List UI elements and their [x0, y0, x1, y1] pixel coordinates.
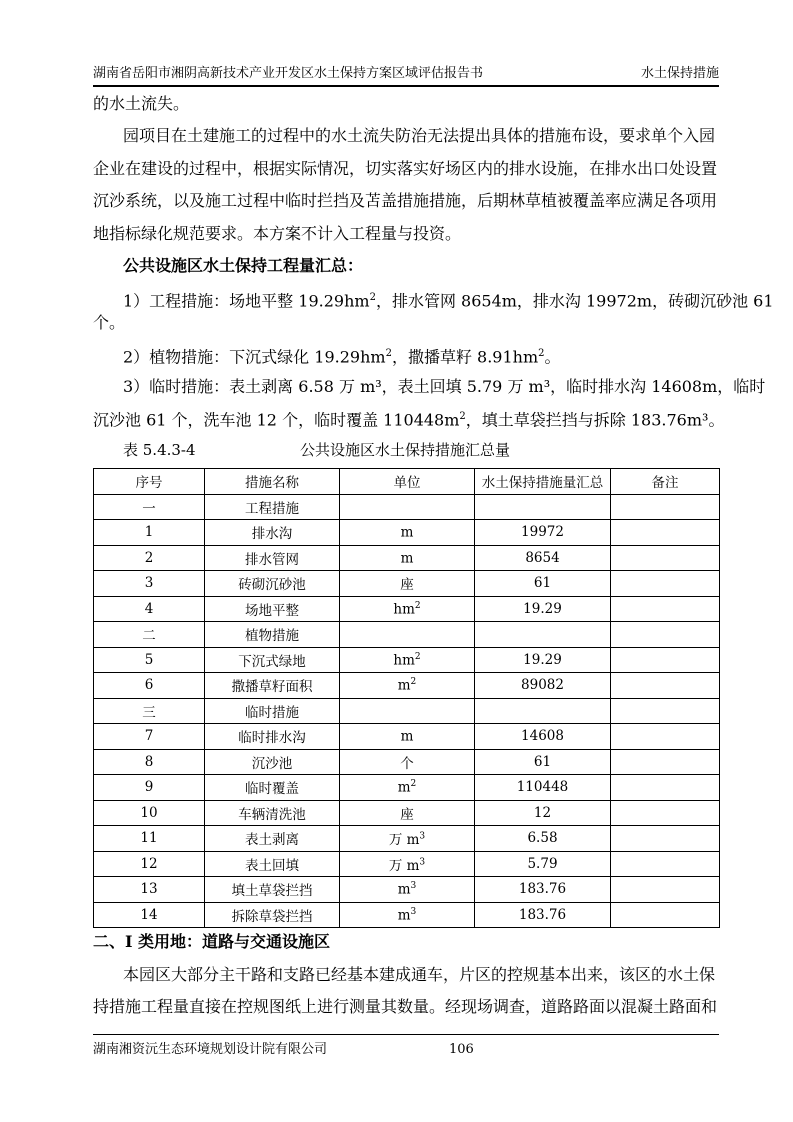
body-line: 企业在建设的过程中，根据实际情况，切实落实好场区内的排水设施，在排水出口处设置 [93, 159, 718, 178]
table-row [94, 800, 720, 826]
section-heading: 二、I 类用地：道路与交通设施区 [93, 932, 331, 951]
page-number: 106 [449, 1042, 474, 1057]
table-row [94, 647, 720, 673]
cell-qty: 19.29 [475, 596, 611, 622]
cell-no: 一 [94, 494, 205, 520]
cell-unit: 座 [340, 571, 475, 597]
table-body [94, 494, 720, 928]
summary-heading: 公共设施区水土保持工程量汇总： [123, 256, 364, 275]
cell-unit: m [340, 545, 475, 571]
cell-unit: 个 [340, 749, 475, 775]
cell-qty [475, 494, 611, 520]
cell-no: 4 [94, 596, 205, 622]
cell-note [611, 520, 720, 546]
table-row [94, 520, 720, 546]
header-title: 湖南省岳阳市湘阴高新技术产业开发区水土保持方案区域评估报告书 [93, 66, 484, 81]
cell-name: 临时排水沟 [205, 724, 340, 750]
table-row [94, 851, 720, 877]
cell-qty: 12 [475, 800, 611, 826]
cell-name: 表土剥离 [205, 826, 340, 852]
cell-name: 排水沟 [205, 520, 340, 546]
table-caption-title: 公共设施区水土保持措施汇总量 [300, 441, 511, 459]
cell-no: 9 [94, 775, 205, 801]
cell-no: 3 [94, 571, 205, 597]
cell-unit: 万 $m^3$ [340, 851, 475, 877]
cell-note [611, 851, 720, 877]
cell-note [611, 826, 720, 852]
table-header-row [94, 469, 720, 495]
cell-note [611, 545, 720, 571]
col-header-unit: 单位 [340, 469, 475, 495]
cell-no: 12 [94, 851, 205, 877]
cell-qty: 19972 [475, 520, 611, 546]
cell-unit: $m^3$ [340, 877, 475, 903]
cell-unit: m [340, 724, 475, 750]
table-row [94, 749, 720, 775]
cell-qty: 183.76 [475, 902, 611, 928]
cell-no: 11 [94, 826, 205, 852]
cell-unit [340, 494, 475, 520]
cell-name: 砖砌沉砂池 [205, 571, 340, 597]
cell-note [611, 596, 720, 622]
cell-note [611, 749, 720, 775]
table-row [94, 724, 720, 750]
cell-note [611, 724, 720, 750]
table-row [94, 494, 720, 520]
cell-name: 排水管网 [205, 545, 340, 571]
cell-name: 撒播草籽面积 [205, 673, 340, 699]
cell-note [611, 902, 720, 928]
body-line: 的水土流失。 [93, 94, 190, 113]
cell-unit: $m^2$ [340, 673, 475, 699]
cell-unit: m [340, 520, 475, 546]
cell-name: 拆除草袋拦挡 [205, 902, 340, 928]
cell-no: 13 [94, 877, 205, 903]
cell-no: 14 [94, 902, 205, 928]
cell-no: 7 [94, 724, 205, 750]
table-row [94, 902, 720, 928]
body-line: 沉沙系统，以及施工过程中临时拦挡及苫盖措施措施，后期林草植被覆盖率应满足各项用 [93, 191, 718, 210]
cell-note [611, 647, 720, 673]
cell-name: 临时覆盖 [205, 775, 340, 801]
item-temporary-cont: 沉沙池 61 个，洗车池 12 个，临时覆盖 $110448m^2$，填土草袋拦挡与拆除 183.76m³。 [93, 410, 725, 430]
cell-note [611, 494, 720, 520]
cell-name: 表土回填 [205, 851, 340, 877]
cell-name: 工程措施 [205, 494, 340, 520]
cell-qty: 19.29 [475, 647, 611, 673]
cell-unit: 万 $m^3$ [340, 826, 475, 852]
cell-qty: 5.79 [475, 851, 611, 877]
body-line: 本园区大部分主干路和支路已经基本建成通车，片区的控规基本出来，该区的水土保 [123, 965, 716, 984]
page-footer [93, 1040, 719, 1060]
cell-qty: 6.58 [475, 826, 611, 852]
cell-note [611, 775, 720, 801]
cell-unit: $m^2$ [340, 775, 475, 801]
cell-qty: 183.76 [475, 877, 611, 903]
cell-no: 10 [94, 800, 205, 826]
footer-company: 湖南湘资沅生态环境规划设计院有限公司 [93, 1042, 328, 1057]
table-row [94, 826, 720, 852]
cell-no: 2 [94, 545, 205, 571]
cell-name: 填土草袋拦挡 [205, 877, 340, 903]
cell-name: 下沉式绿地 [205, 647, 340, 673]
col-header-no: 序号 [94, 469, 205, 495]
cell-name: 车辆清洗池 [205, 800, 340, 826]
cell-qty [475, 622, 611, 648]
cell-unit [340, 622, 475, 648]
cell-qty: 89082 [475, 673, 611, 699]
cell-name: 临时措施 [205, 698, 340, 724]
cell-qty: 61 [475, 749, 611, 775]
cell-unit: $hm^2$ [340, 647, 475, 673]
table-row [94, 622, 720, 648]
cell-name: 植物措施 [205, 622, 340, 648]
item-engineering-cont: 个。 [93, 313, 126, 332]
cell-unit: $m^3$ [340, 902, 475, 928]
cell-qty: 61 [475, 571, 611, 597]
body-line: 地指标绿化规范要求。本方案不计入工程量与投资。 [93, 224, 462, 243]
cell-no: 6 [94, 673, 205, 699]
cell-note [611, 800, 720, 826]
cell-name: 场地平整 [205, 596, 340, 622]
item-vegetation: 2）植物措施：下沉式绿化 $19.29hm^2$，撒播草籽 $8.91hm^2$。 [123, 347, 561, 367]
cell-no: 1 [94, 520, 205, 546]
header-rule [93, 85, 719, 87]
table-row [94, 673, 720, 699]
cell-unit: $hm^2$ [340, 596, 475, 622]
footer-rule [93, 1034, 719, 1035]
cell-unit [340, 698, 475, 724]
cell-no: 8 [94, 749, 205, 775]
cell-note [611, 698, 720, 724]
item-temporary: 3）临时措施：表土剥离 6.58 万 m³，表土回填 5.79 万 m³，临时排水沟 14608m，临时 [123, 377, 766, 396]
cell-note [611, 673, 720, 699]
cell-note [611, 571, 720, 597]
cell-qty: 8654 [475, 545, 611, 571]
table-row [94, 545, 720, 571]
cell-no: 三 [94, 698, 205, 724]
body-line: 持措施工程量直接在控规图纸上进行测量其数量。经现场调查，道路路面以混凝土路面和 [93, 997, 718, 1016]
header-section: 水土保持措施 [640, 66, 719, 81]
cell-note [611, 622, 720, 648]
cell-no: 二 [94, 622, 205, 648]
table-row [94, 877, 720, 903]
table-row [94, 698, 720, 724]
col-header-name: 措施名称 [205, 469, 340, 495]
cell-qty: 110448 [475, 775, 611, 801]
table-row [94, 596, 720, 622]
cell-unit: 座 [340, 800, 475, 826]
cell-qty: 14608 [475, 724, 611, 750]
table-row [94, 775, 720, 801]
item-engineering: 1）工程措施：场地平整 $19.29hm^2$，排水管网 8654m，排水沟 19972m，砖砌沉砂池 61 [123, 291, 774, 311]
page-header [93, 64, 719, 84]
table-row [94, 571, 720, 597]
col-header-note: 备注 [611, 469, 720, 495]
col-header-qty: 水土保持措施量汇总 [475, 469, 611, 495]
cell-note [611, 877, 720, 903]
measures-table [93, 468, 720, 928]
table-caption-number: 表 5.4.3-4 [123, 441, 196, 459]
cell-no: 5 [94, 647, 205, 673]
cell-name: 沉沙池 [205, 749, 340, 775]
body-line: 园项目在土建施工的过程中的水土流失防治无法提出具体的措施布设，要求单个入园 [123, 126, 716, 145]
cell-qty [475, 698, 611, 724]
